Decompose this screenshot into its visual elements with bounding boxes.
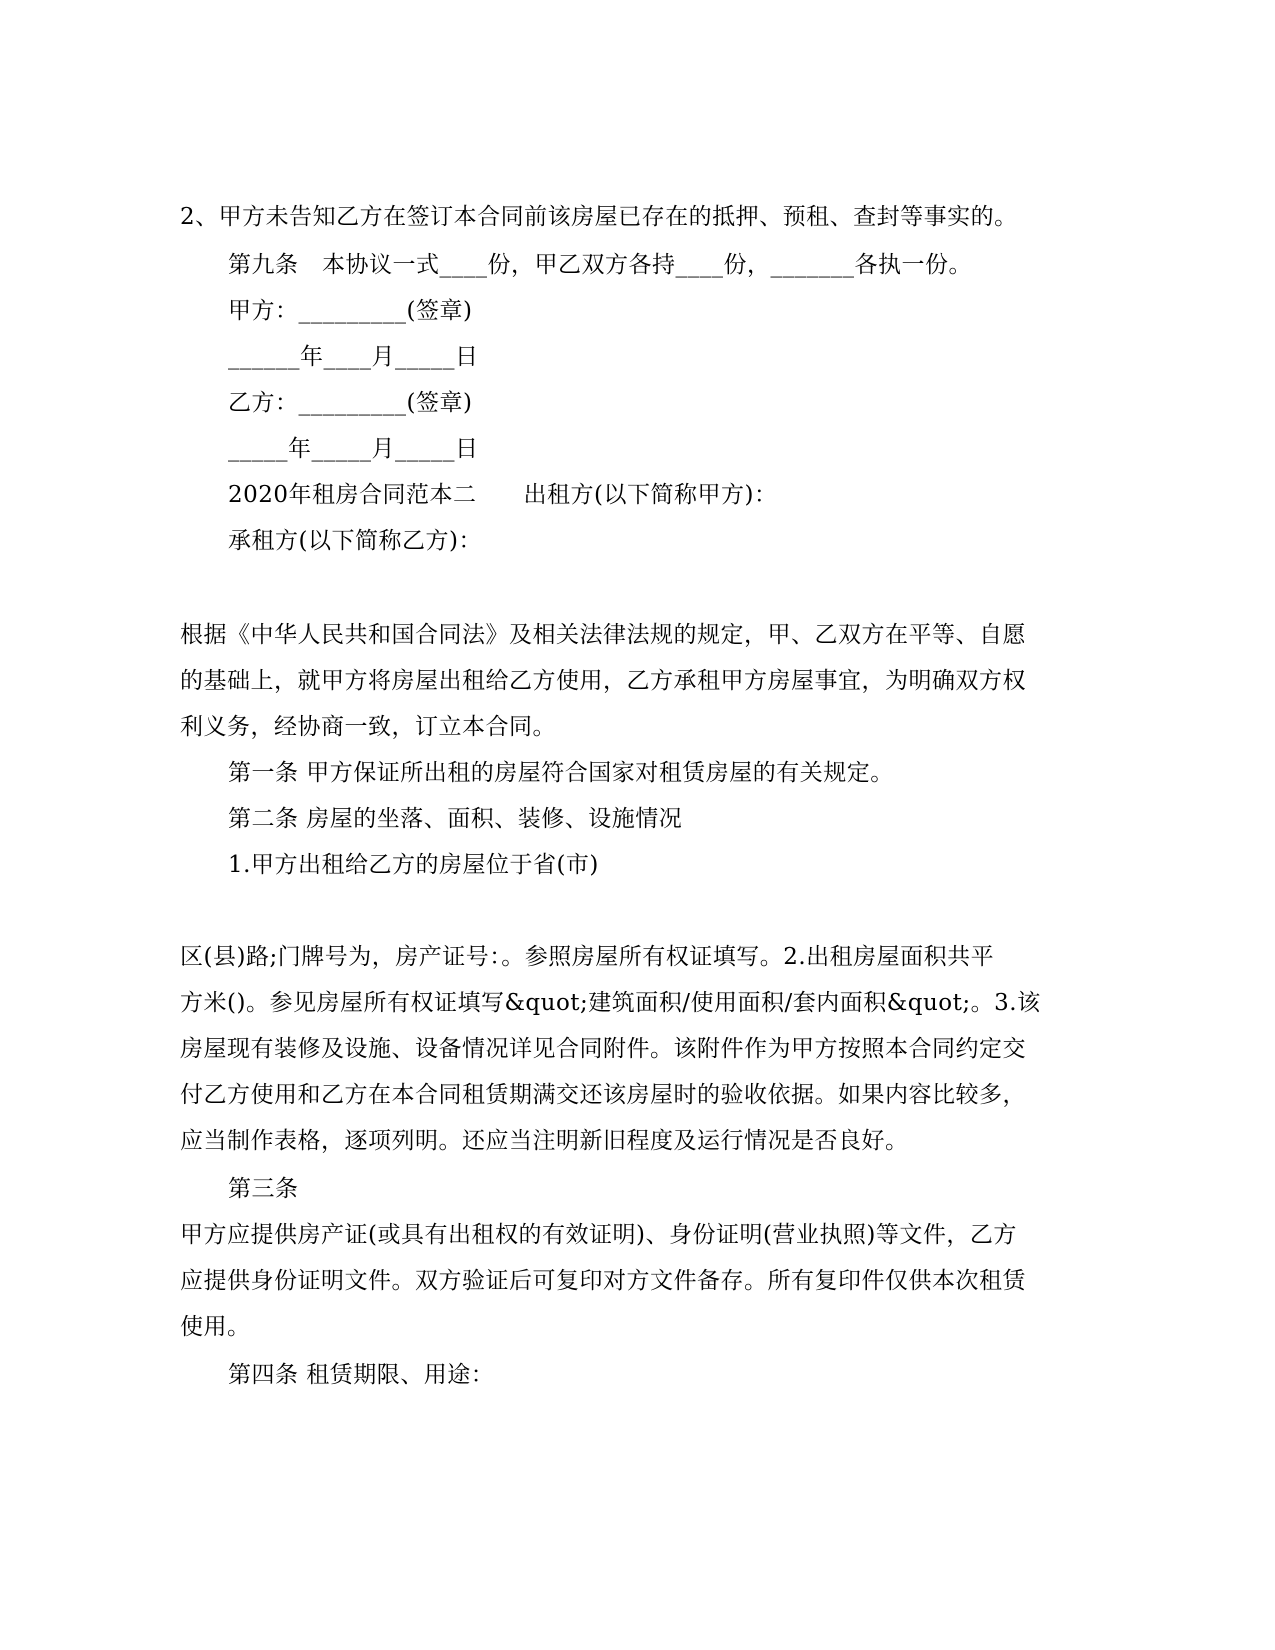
clause-3-title: 第三条 bbox=[228, 1176, 299, 1202]
preamble-line-3: 利义务，经协商一致，订立本合同。 bbox=[180, 714, 556, 740]
preamble-line-2: 的基础上，就甲方将房屋出租给乙方使用，乙方承租甲方房屋事宜，为明确双方权 bbox=[180, 668, 1026, 694]
clause-2-para-line-3: 房屋现有装修及设施、设备情况详见合同附件。该附件作为甲方按照本合同约定交 bbox=[180, 1036, 1026, 1062]
clause-2-para-line-2: 方米()。参见房屋所有权证填写&quot;建筑面积/使用面积/套内面积&quot;。3.该 bbox=[180, 990, 1041, 1016]
clause-9: 第九条 本协议一式____份，甲乙双方各持____份，_______各执一份。 bbox=[228, 252, 972, 278]
clause-3-line-1: 甲方应提供房产证(或具有出租权的有效证明)、身份证明(营业执照)等文件，乙方 bbox=[180, 1222, 1017, 1248]
lessee-line: 承租方(以下简称乙方)： bbox=[228, 528, 482, 554]
clause-3-line-2: 应提供身份证明文件。双方验证后可复印对方文件备存。所有复印件仅供本次租赁 bbox=[180, 1268, 1026, 1294]
clause-2-item-1: 1.甲方出租给乙方的房屋位于省(市) bbox=[228, 852, 599, 878]
clause-8-item-2: 2、甲方未告知乙方在签订本合同前该房屋已存在的抵押、预租、查封等事实的。 bbox=[180, 204, 1018, 230]
clause-1: 第一条 甲方保证所出租的房屋符合国家对租赁房屋的有关规定。 bbox=[228, 760, 894, 786]
party-a-signature: 甲方：_________(签章) bbox=[228, 298, 473, 324]
clause-4-title: 第四条 租赁期限、用途： bbox=[228, 1362, 495, 1388]
party-b-date: _____年_____月_____日 bbox=[228, 436, 479, 462]
clause-2-para-line-4: 付乙方使用和乙方在本合同租赁期满交还该房屋时的验收依据。如果内容比较多， bbox=[180, 1082, 1026, 1108]
template-2-title: 2020年租房合同范本二 出租方(以下简称甲方)： bbox=[228, 482, 778, 508]
clause-2-para-line-5: 应当制作表格，逐项列明。还应当注明新旧程度及运行情况是否良好。 bbox=[180, 1128, 909, 1154]
clause-2-para-line-1: 区(县)路;门牌号为，房产证号：。参照房屋所有权证填写。2.出租房屋面积共平 bbox=[180, 944, 995, 970]
party-b-signature: 乙方：_________(签章) bbox=[228, 390, 473, 416]
preamble-line-1: 根据《中华人民共和国合同法》及相关法律法规的规定，甲、乙双方在平等、自愿 bbox=[180, 622, 1026, 648]
clause-2-title: 第二条 房屋的坐落、面积、装修、设施情况 bbox=[228, 806, 683, 832]
clause-3-line-3: 使用。 bbox=[180, 1314, 251, 1340]
party-a-date: ______年____月_____日 bbox=[228, 344, 479, 370]
